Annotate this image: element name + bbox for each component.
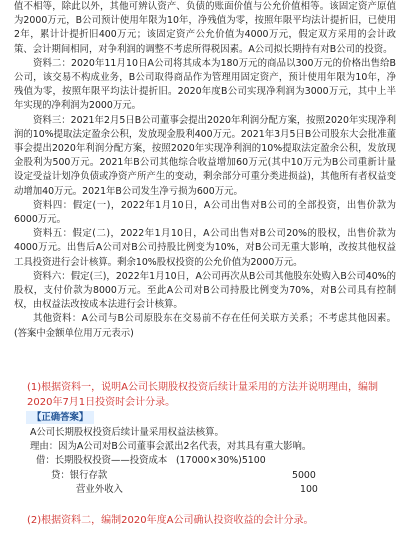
correct-answer-badge: 【正确答案】 [26, 411, 94, 424]
paragraph-material-5: 资料五：假定(二)，2022年1月10日，A公司出售对B公司20%的股权，出售价款为4000万元。出售后A公司对B公司持股比例变为10%，对B公司无重大影响，改按其他权益工具投资进行会计核算。剩余10%股权投资的公允价值为2000万元。 [14, 228, 396, 268]
entry-account: 营业外收入 [76, 483, 123, 495]
journal-entry-debit [30, 454, 390, 468]
journal-entry-credit [30, 483, 390, 497]
paragraph-other: 其他资料：A公司与B公司原股东在交易前不存在任何关联方关系；不考虑其他因素。(答案中金额单位用万元表示) [14, 313, 396, 339]
paragraph-intro: 值不相等，除此以外，其他可辨认资产、负债的账面价值与公允价值相等。该固定资产原值为2000万元，B公司预计使用年限为10年，净残值为零，按照年限平均法计提折旧，已使用2年，累计计提折旧400万元；该固定资产公允价值为4000万元，假定双方采用的会计政策、会计期间相同，对争利润的调整不考虑所得税因素。A公司拟长期持有对B公司的投资。 [14, 1, 396, 55]
paragraph-material-6: 资料六：假定(三)，2022年1月10日，A公司再次从B公司其他股东处购入B公司40%的股权，支付价款为8000万元。至此A公司对B公司持股比例变为70%，对B公司具有控制权，由权益法改按成本法进行会计核算。 [14, 270, 396, 311]
entry-account: 贷：银行存款 [51, 469, 108, 481]
answer-line-reason: 理由：因为A公司对B公司董事会派出2名代表，对其具有重大影响。 [30, 441, 312, 453]
paragraph-material-3: 资料三：2021年2月5日B公司董事会提出2020年利润分配方案，按照2020年实现净利润的10%提取法定盈余公积，发放现金股利400万元。2021年3月5日B公司股东大会批准董事会提出2020年利润分配方案，按照2020年实现净利润的10%提取法定盈余公积，发放现金股利为500万元。2021年B公司其他综合收益增加60万元(其中10万元为B公司重新计量设定受益计划净负债或净资产所产生的变动，剩余部分可重分类进损益)，其他所有者权益变动增加40万元。2021年B公司发生净亏损为600万元。 [14, 114, 396, 197]
journal-entry-credit [30, 469, 390, 483]
entry-amount: 100 [300, 483, 318, 495]
problem-text [14, 0, 396, 341]
paragraph-material-4: 资料四：假定(一)，2022年1月10日，A公司出售对B公司的全部投资，出售价款为6000万元。 [14, 199, 396, 226]
entry-amount: (17000×30%)5100 [176, 455, 266, 467]
answer-block [30, 426, 390, 497]
paragraph-material-2: 资料二：2020年11月10日A公司将其成本为180万元的商品以300万元的价格出售给B公司，该交易不构成业务，B公司取得商品作为管理用固定资产，预计使用年限为10年，净残值为零，按照年限平均法计提折旧。2020年度B公司实现净利润为3000万元，其中上半年实现的净利润为2000万元。 [14, 57, 396, 112]
answer-line-method: A公司长期股权投资后续计量采用权益法核算。 [30, 427, 224, 438]
question-2: (2)根据资料二，编制2020年度A公司确认投资收益的会计分录。 [27, 515, 314, 526]
question-1: (1)根据资料一，说明A公司长期股权投资后续计量采用的方法并说明理由，编制2020年7月1日投资时会计分录。 [27, 382, 379, 408]
entry-account: 借：长期股权投资——投资成本 [36, 455, 168, 467]
entry-amount: 5000 [292, 469, 316, 481]
